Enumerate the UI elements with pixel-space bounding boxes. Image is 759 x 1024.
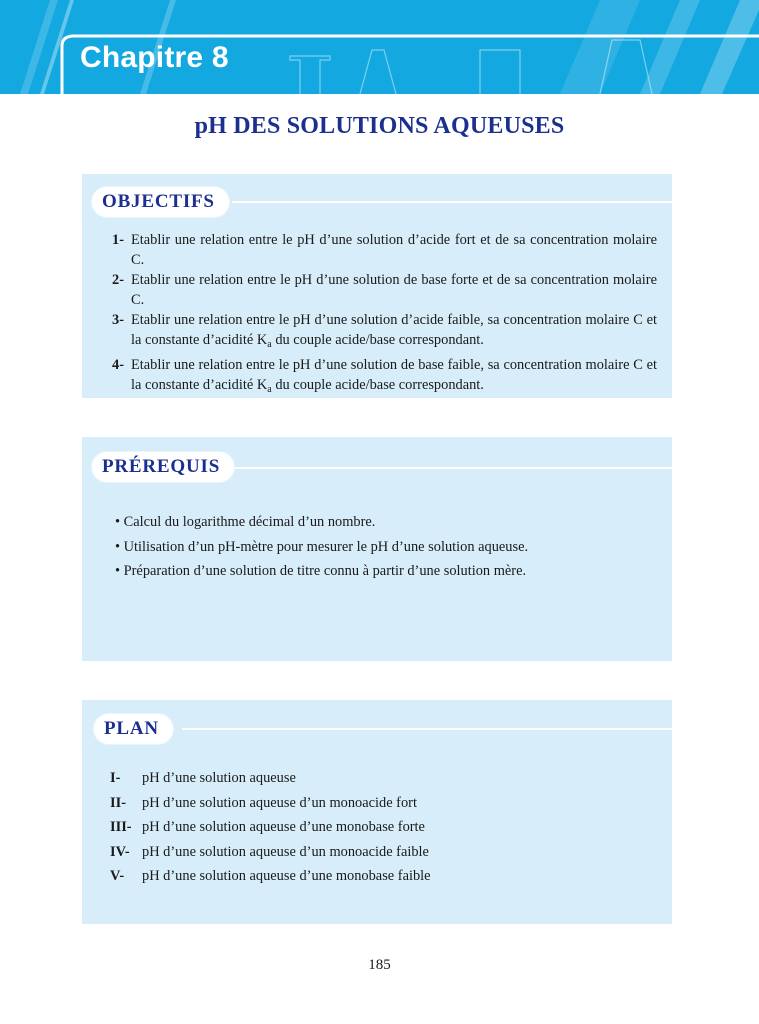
list-item: • Calcul du logarithme décimal d’un nombre. bbox=[115, 514, 376, 530]
item-number: V- bbox=[110, 868, 125, 884]
item-text: Etablir une relation entre le pH d’une solution d’acide faible, sa concentration molaire C et la constante d’acidité K bbox=[131, 312, 657, 348]
list-item bbox=[110, 791, 431, 816]
item-number: III- bbox=[110, 819, 132, 835]
prerequis-label: PRÉREQUIS bbox=[92, 452, 234, 482]
objectifs-box bbox=[82, 174, 672, 398]
prerequis-box bbox=[82, 437, 672, 661]
item-text-end: du couple acide/base correspondant. bbox=[271, 332, 484, 348]
objectifs-list bbox=[112, 230, 657, 400]
label-divider bbox=[232, 467, 672, 469]
item-number: 1- bbox=[112, 232, 124, 248]
item-text: Etablir une relation entre le pH d’une solution de base forte et de sa concentration molaire C. bbox=[131, 272, 657, 308]
subscript: a bbox=[267, 384, 272, 395]
list-item bbox=[110, 864, 431, 889]
item-text: Etablir une relation entre le pH d’une solution d’acide fort et de sa concentration molaire C. bbox=[131, 232, 657, 268]
page-number: 185 bbox=[368, 957, 391, 973]
item-text-end: du couple acide/base correspondant. bbox=[271, 377, 484, 393]
item-text: pH d’une solution aqueuse d’un monoacide faible bbox=[142, 843, 429, 860]
item-number: I- bbox=[110, 770, 121, 786]
label-divider bbox=[232, 201, 672, 203]
plan-label: PLAN bbox=[94, 714, 173, 744]
chapter-banner bbox=[0, 0, 759, 94]
list-item bbox=[112, 310, 657, 355]
item-text: pH d’une solution aqueuse d’une monobase faible bbox=[142, 868, 431, 884]
page-title: pH DES SOLUTIONS AQUEUSES bbox=[194, 113, 565, 139]
subscript: a bbox=[267, 339, 272, 350]
item-number: IV- bbox=[110, 843, 130, 860]
list-item: • Préparation d’une solution de titre connu à partir d’une solution mère. bbox=[115, 563, 527, 579]
item-number: 2- bbox=[112, 272, 124, 288]
list-item bbox=[112, 230, 657, 270]
label-divider bbox=[182, 728, 672, 730]
item-text: pH d’une solution aqueuse bbox=[142, 770, 296, 786]
list-item: • Utilisation d’un pH-mètre pour mesurer le pH d’une solution aqueuse. bbox=[115, 538, 529, 555]
item-text: pH d’une solution aqueuse d’un monoacide fort bbox=[142, 794, 417, 811]
chapter-title: Chapitre 8 bbox=[80, 41, 229, 74]
list-item bbox=[110, 766, 431, 791]
list-item bbox=[112, 355, 657, 400]
list-item bbox=[110, 840, 431, 865]
item-text: Etablir une relation entre le pH d’une solution de base faible, sa concentration molaire C et la constante d’acidité K bbox=[131, 357, 657, 393]
objectifs-label: OBJECTIFS bbox=[92, 187, 229, 217]
list-item bbox=[110, 815, 431, 840]
item-number: 4- bbox=[112, 357, 124, 373]
item-number: 3- bbox=[112, 312, 124, 328]
item-number: II- bbox=[110, 794, 126, 811]
list-item bbox=[112, 270, 657, 310]
prerequis-list bbox=[115, 510, 528, 584]
plan-box bbox=[82, 700, 672, 924]
item-text: pH d’une solution aqueuse d’une monobase forte bbox=[142, 819, 425, 835]
plan-list bbox=[110, 766, 431, 889]
